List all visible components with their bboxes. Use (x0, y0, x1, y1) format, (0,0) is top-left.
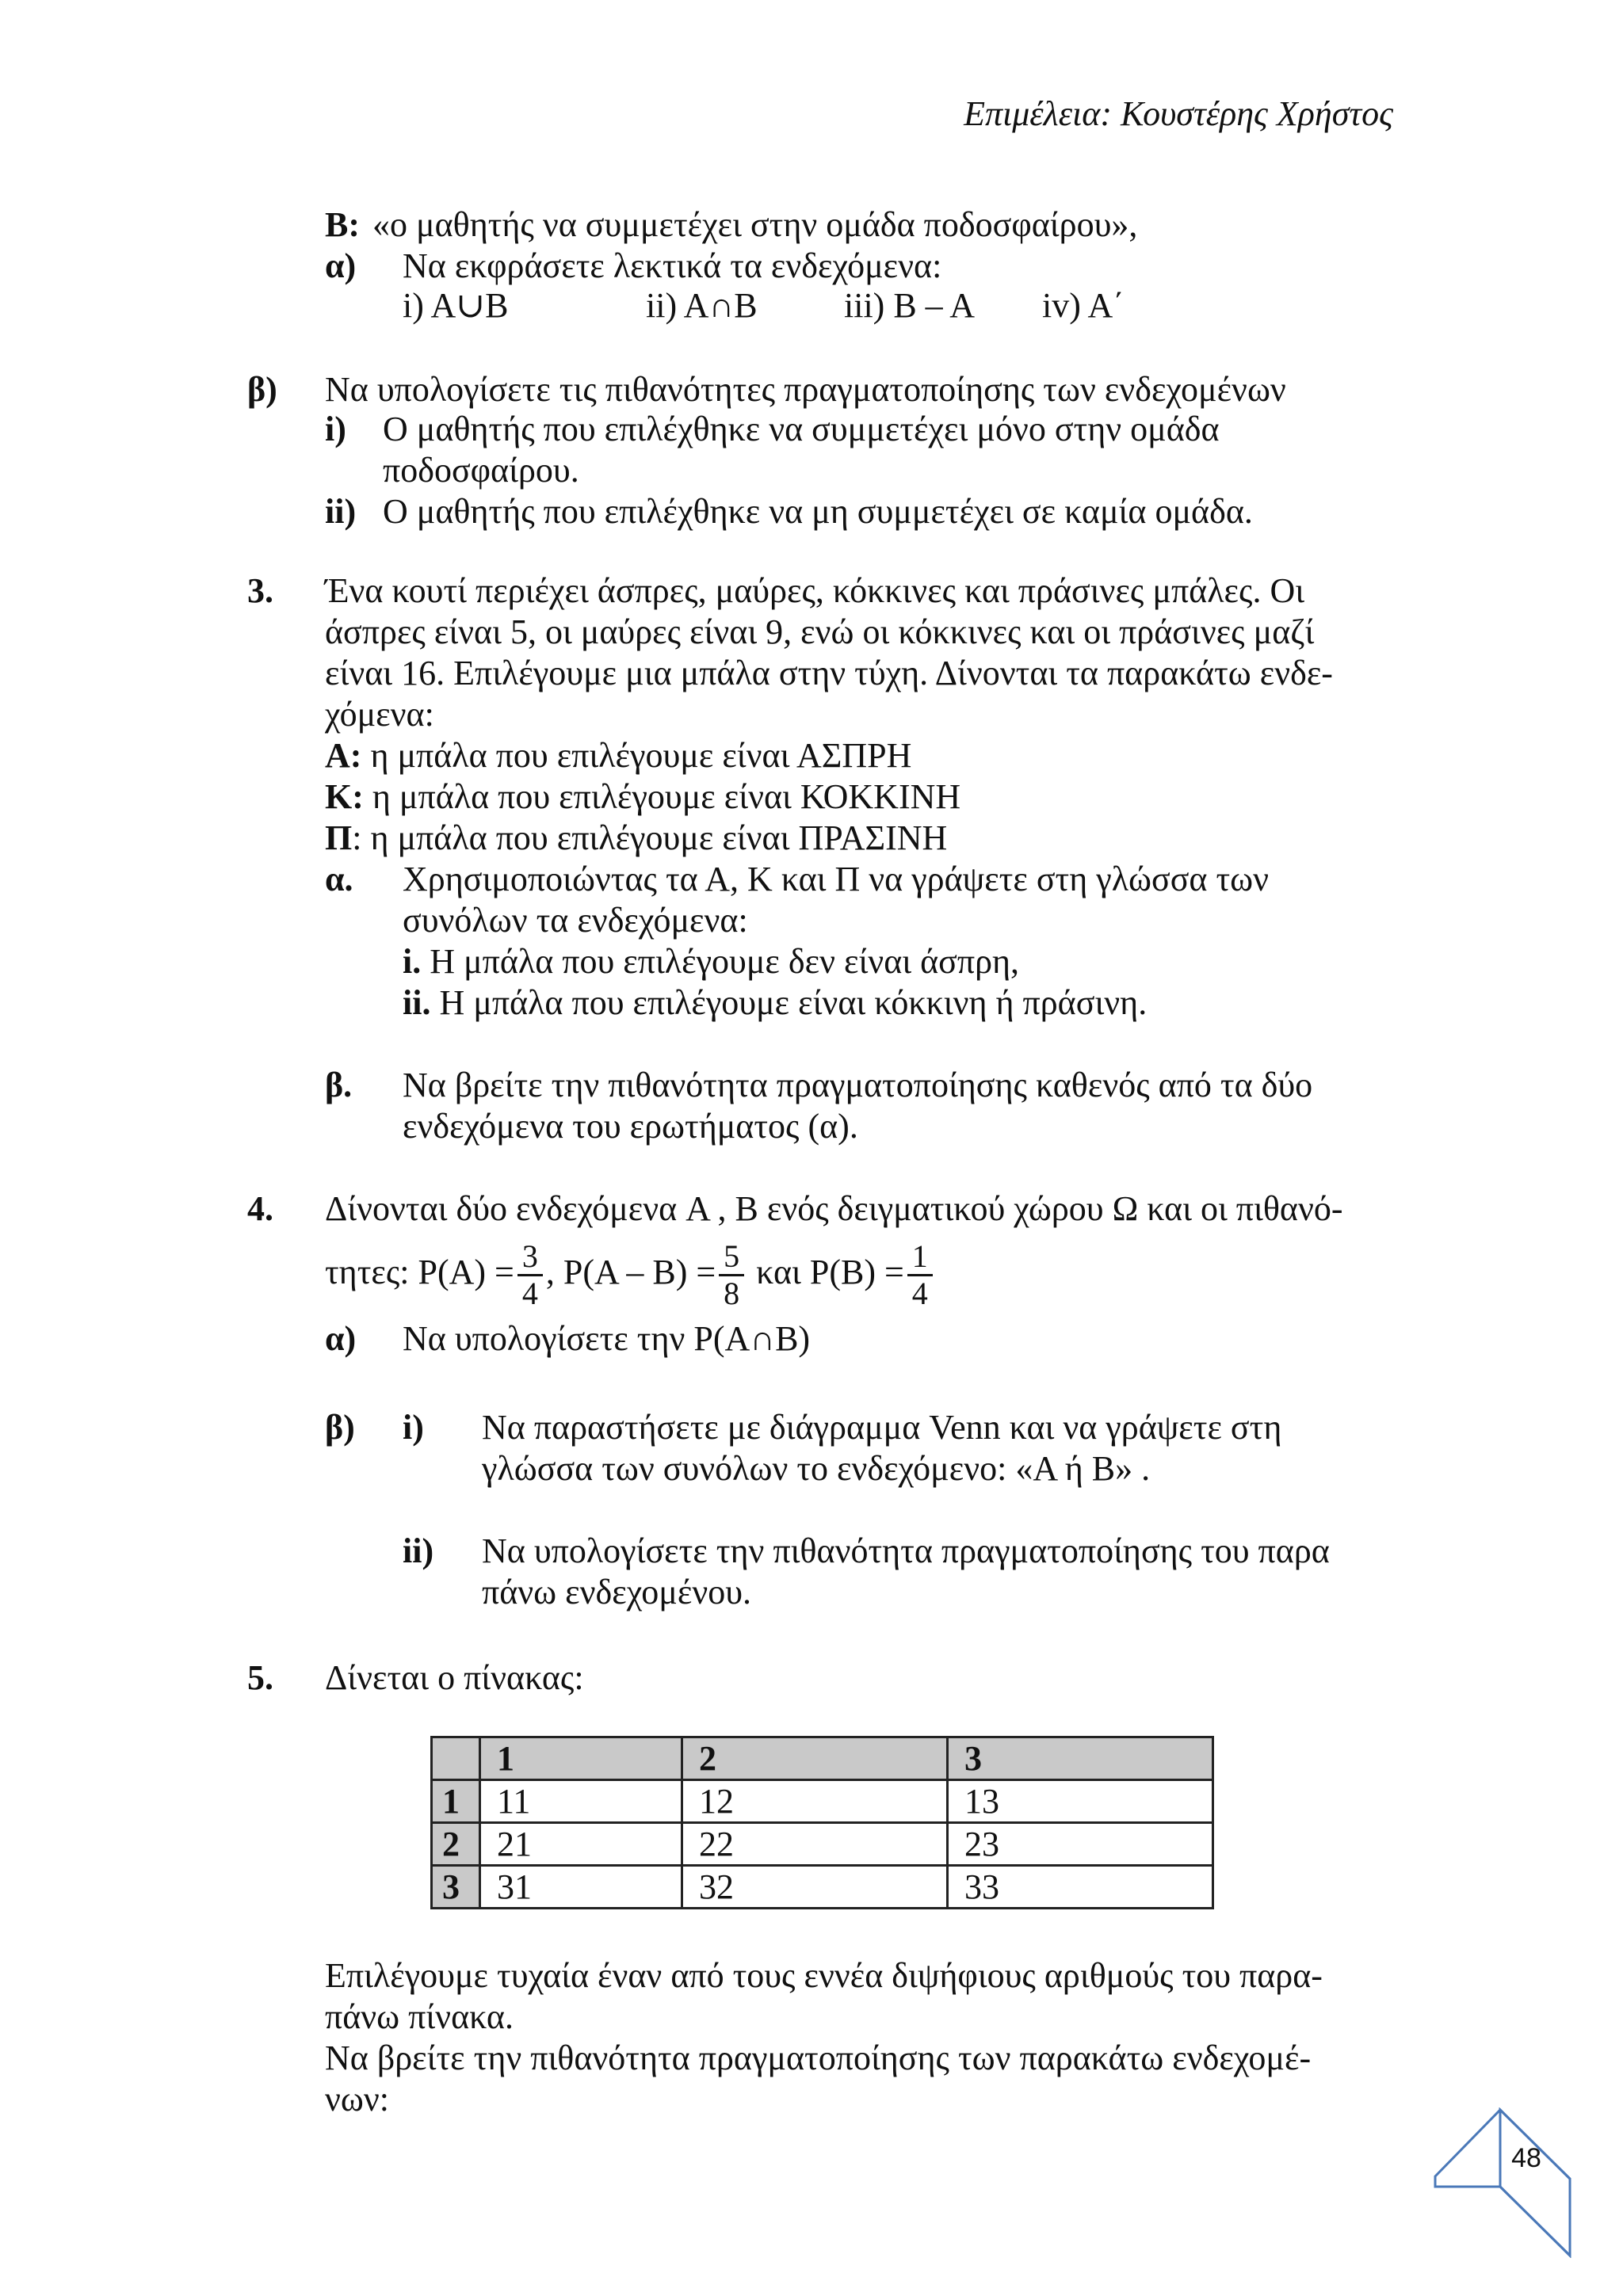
ex5-paragraph-1-line-1: Επιλέγουμε τυχαία έναν από τους εννέα διψήφιους αριθμούς του παρα- (325, 1956, 1323, 1995)
ex2-bi-label: i) (325, 410, 346, 448)
ex5-paragraph-2-line-1: Να βρείτε την πιθανότητα πραγματοποίησης των παρακάτω ενδεχομέ- (325, 2039, 1312, 2077)
ex3-event-p-label: Π (325, 818, 353, 857)
ex4-pab-numerator: 5 (719, 1239, 744, 1276)
ex4-number: 4. (247, 1189, 273, 1228)
ex2-item-iv: iv) A΄ (1042, 286, 1125, 325)
ex4-pab-expr: , P(A – B) = (545, 1253, 716, 1291)
ex3-aii (403, 982, 1147, 1024)
ex2-item-iii: iii) B – A (844, 286, 976, 325)
ex2-bii-label: ii) (325, 492, 357, 531)
ex4-a-expr: P(A∩B) (693, 1319, 811, 1358)
ex3-event-p (325, 818, 947, 859)
ex3-ai-text: Η μπάλα που επιλέγουμε δεν είναι άσπρη, (430, 942, 1020, 981)
ex4-line-2-prefix: τητες: (325, 1253, 410, 1291)
page-number: 48 (1511, 2143, 1541, 2173)
table-header-row (432, 1737, 1213, 1780)
ex4-bi-text-1: Να παραστήσετε με διάγραμμα Venn και να γράψετε στη (482, 1408, 1282, 1447)
table-row (432, 1866, 1213, 1909)
ex4-pb-expr: P(B) = (809, 1253, 904, 1291)
ex3-line-1: Ένα κουτί περιέχει άσπρες, μαύρες, κόκκινες και πράσινες μπάλες. Οι (325, 571, 1305, 610)
ex4-pab-denominator: 8 (724, 1276, 740, 1312)
table-cell: 23 (948, 1823, 1213, 1866)
ex2-bi-text-2: ποδοσφαίρου. (383, 451, 579, 490)
ex2-item-ii: ii) A∩B (646, 286, 758, 325)
ex4-pb-numerator: 1 (907, 1239, 933, 1276)
ex4-probabilities (325, 1233, 936, 1312)
ex4-pb-fraction (907, 1239, 933, 1311)
ex3-b-text-1: Να βρείτε την πιθανότητα πραγματοποίησης καθενός από τα δύο (403, 1066, 1313, 1104)
event-b-label: Β: (325, 205, 360, 244)
ex3-a-text-1: Χρησιμοποιώντας τα Α, Κ και Π να γράψετε στη γλώσσα των (403, 860, 1270, 898)
ex3-b-label: β. (325, 1066, 353, 1104)
event-b-text: «ο μαθητής να συμμετέχει στην ομάδα ποδοσφαίρου», (372, 205, 1138, 244)
table-cell: 32 (682, 1866, 948, 1909)
table-row-header: 1 (432, 1780, 480, 1823)
ex2-bii-text: Ο μαθητής που επιλέχθηκε να μη συμμετέχει σε καμία ομάδα. (383, 492, 1253, 531)
numbers-table (430, 1736, 1214, 1909)
table-row-header: 3 (432, 1866, 480, 1909)
ex3-line-3: είναι 16. Επιλέγουμε μια μπάλα στην τύχη. Δίνονται τα παρακάτω ενδε- (325, 654, 1333, 692)
ex3-ai (403, 941, 1019, 982)
ex5-intro: Δίνεται ο πίνακας: (325, 1658, 584, 1697)
ex5-paragraph-2-line-2: νων: (325, 2080, 389, 2119)
ex3-line-4: χόμενα: (325, 695, 434, 734)
ex4-bii-label: ii) (403, 1531, 434, 1570)
ex3-event-p-text: : η μπάλα που επιλέγουμε είναι ΠΡΑΣΙΝΗ (352, 818, 948, 857)
table-col-header: 2 (682, 1737, 948, 1780)
ex2-b-label: β) (247, 370, 277, 409)
ex5-number: 5. (247, 1658, 273, 1697)
ex2-a-label: α) (325, 246, 357, 285)
ex3-a-label: α. (325, 860, 353, 898)
ex3-event-k-text: η μπάλα που επιλέγουμε είναι ΚΟΚΚΙΝΗ (372, 777, 961, 816)
table-corner-cell (432, 1737, 480, 1780)
ex3-event-k-label: Κ: (325, 777, 364, 816)
ex3-number: 3. (247, 571, 273, 610)
ex3-event-a-label: Α: (325, 736, 362, 775)
ex3-aii-text: Η μπάλα που επιλέγουμε είναι κόκκινη ή πράσινη. (439, 983, 1148, 1022)
ex4-pa-numerator: 3 (517, 1239, 543, 1276)
ex4-bii-text-2: πάνω ενδεχομένου. (482, 1573, 752, 1611)
table-row (432, 1780, 1213, 1823)
ex3-event-k (325, 776, 960, 818)
ex2-b-text: Να υπολογίσετε τις πιθανότητες πραγματοποίησης των ενδεχομένων (325, 370, 1286, 409)
table-cell: 11 (480, 1780, 682, 1823)
ex3-ai-label: i. (403, 942, 422, 981)
ex3-event-a-text: η μπάλα που επιλέγουμε είναι ΑΣΠΡΗ (370, 736, 912, 775)
table-row (432, 1823, 1213, 1866)
ex4-a-text: Να υπολογίσετε την (403, 1319, 685, 1358)
table-cell: 13 (948, 1780, 1213, 1823)
table-cell: 33 (948, 1866, 1213, 1909)
ex2-item-i: i) A∪B (403, 286, 509, 325)
ex4-pa-expr: P(A) = (418, 1253, 514, 1291)
ex3-a-text-2: συνόλων τα ενδεχόμενα: (403, 901, 748, 940)
ex2-a-text: Να εκφράσετε λεκτικά τα ενδεχόμενα: (403, 246, 942, 285)
ex3-line-2: άσπρες είναι 5, οι μαύρες είναι 9, ενώ οι κόκκινες και οι πράσινες μαζί (325, 612, 1315, 651)
table-cell: 21 (480, 1823, 682, 1866)
ex4-bii-text-1: Να υπολογίσετε την πιθανότητα πραγματοποίησης του παρα (482, 1531, 1330, 1570)
ex3-event-a (325, 735, 911, 776)
table-col-header: 1 (480, 1737, 682, 1780)
ex4-pa-denominator: 4 (521, 1276, 538, 1312)
ex2-bi-text-1: Ο μαθητής που επιλέχθηκε να συμμετέχει μόνο στην ομάδα (383, 410, 1220, 448)
ex4-pb-denominator: 4 (911, 1276, 928, 1312)
ex4-a-line (403, 1318, 810, 1360)
ex4-line-1: Δίνονται δύο ενδεχόμενα A , B ενός δειγματικού χώρου Ω και οι πιθανό- (325, 1189, 1343, 1228)
ex5-paragraph-1-line-2: πάνω πίνακα. (325, 1997, 514, 2036)
table-cell: 22 (682, 1823, 948, 1866)
table-cell: 31 (480, 1866, 682, 1909)
ex4-bi-text-2: γλώσσα των συνόλων το ενδεχόμενο: «Α ή Β» . (482, 1449, 1151, 1488)
table-row-header: 2 (432, 1823, 480, 1866)
table-col-header: 3 (948, 1737, 1213, 1780)
ex4-and: και (756, 1253, 801, 1291)
page-header: Επιμέλεια: Κουστέρης Χρήστος (964, 94, 1393, 133)
ex3-aii-label: ii. (403, 983, 431, 1022)
ex4-pa-fraction (517, 1239, 543, 1311)
ex4-pab-fraction (719, 1239, 744, 1311)
page-number-shape (1433, 2107, 1572, 2258)
ex4-bi-label: i) (403, 1408, 424, 1447)
ex3-b-text-2: ενδεχόμενα του ερωτήματος (α). (403, 1107, 858, 1146)
ex4-b-label: β) (325, 1408, 355, 1447)
table-cell: 12 (682, 1780, 948, 1823)
ex4-a-label: α) (325, 1319, 357, 1358)
